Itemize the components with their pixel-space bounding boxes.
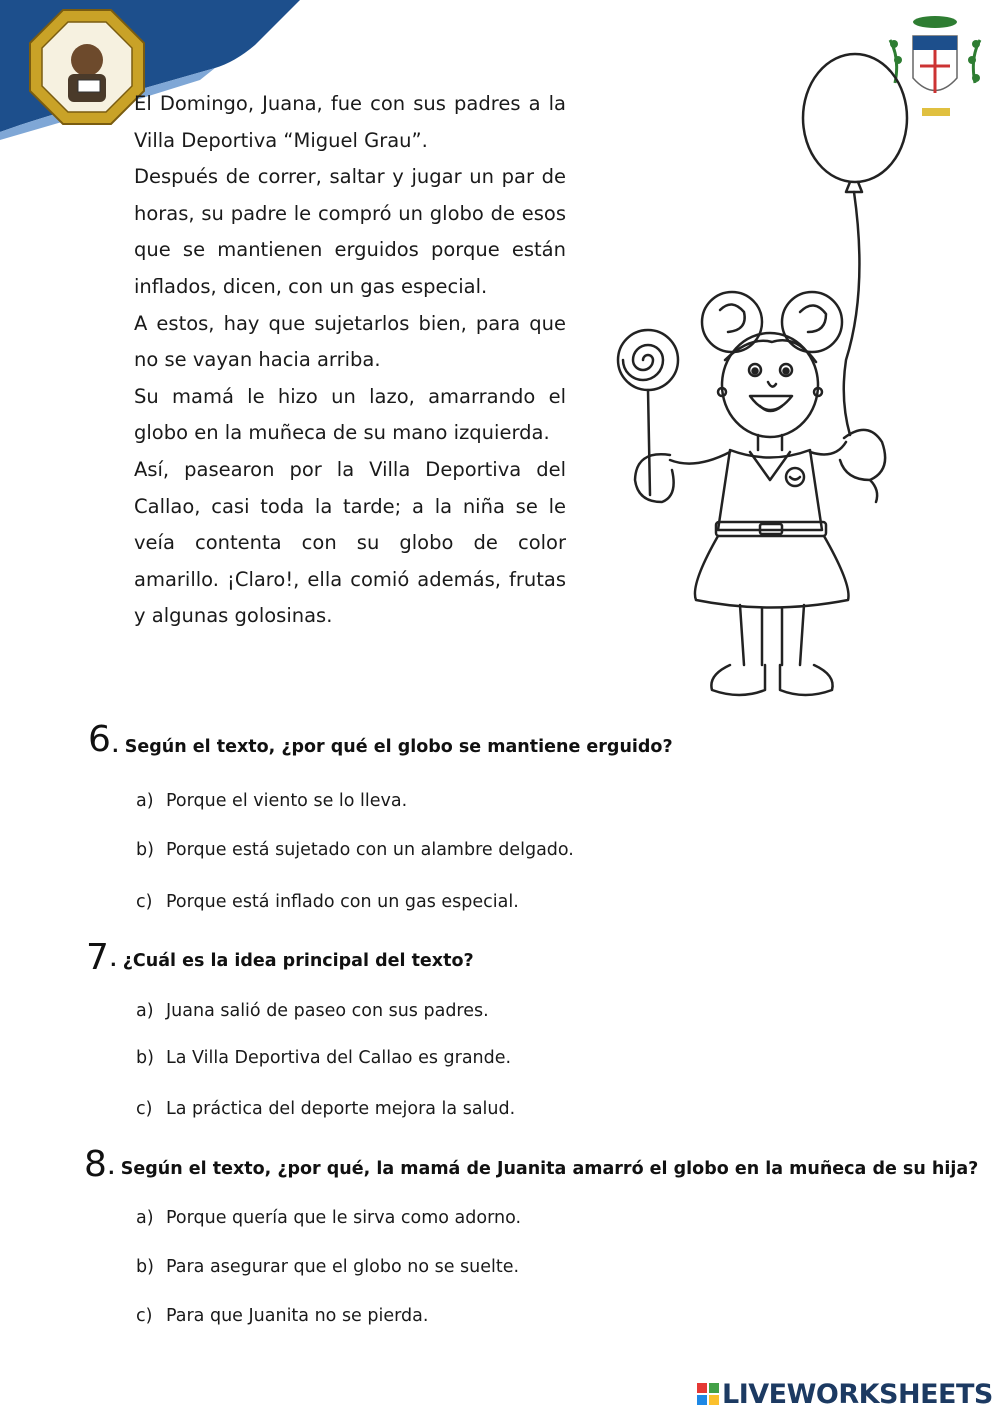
option-text: Para que Juanita no se pierda. [166, 1306, 429, 1326]
answer-option[interactable] [136, 1000, 489, 1022]
answer-option[interactable] [136, 1098, 515, 1120]
option-letter: c) [136, 1306, 153, 1326]
option-text: Para asegurar que el globo no se suelte. [166, 1257, 520, 1277]
question-number: 8 [84, 1144, 107, 1185]
option-text: La práctica del deporte mejora la salud. [166, 1099, 516, 1119]
question-text: . ¿Cuál es la idea principal del texto? [110, 951, 474, 971]
option-letter: c) [136, 1099, 153, 1119]
option-letter: a) [136, 791, 154, 811]
answer-option[interactable] [136, 790, 407, 812]
question-number: 7 [86, 937, 109, 978]
liveworksheets-logo[interactable] [697, 1378, 993, 1410]
answer-option[interactable] [136, 1207, 521, 1229]
answer-option[interactable] [136, 1305, 428, 1327]
story-paragraph: El Domingo, Juana, fue con sus padres a la Villa Deportiva “Miguel Grau”. [134, 92, 566, 152]
answer-option[interactable] [136, 1047, 511, 1069]
answer-option[interactable] [136, 891, 519, 913]
question-text: . Según el texto, ¿por qué el globo se mantiene erguido? [112, 737, 673, 757]
option-text: Juana salió de paseo con sus padres. [166, 1001, 489, 1021]
liveworksheets-badge-icon [697, 1383, 719, 1405]
option-letter: b) [136, 840, 154, 860]
story-paragraph: Su mamá le hizo un lazo, amarrando el globo en la muñeca de su mano izquierda. [134, 384, 566, 445]
option-text: Porque está inflado con un gas especial. [166, 892, 519, 912]
option-letter: c) [136, 892, 153, 912]
question-text: . Según el texto, ¿por qué, la mamá de Juanita amarró el globo en la muñeca de su hija? [108, 1159, 979, 1179]
girl-with-balloon-illustration [600, 40, 930, 710]
answer-option[interactable] [136, 1256, 519, 1278]
option-text: Porque quería que le sirva como adorno. [166, 1208, 522, 1228]
answer-option[interactable] [136, 839, 574, 861]
school-seal-logo [28, 8, 146, 126]
question-number: 6 [88, 719, 111, 760]
option-text: Porque está sujetado con un alambre delgado. [166, 840, 574, 860]
liveworksheets-wordmark: LIVEWORKSHEETS [722, 1378, 993, 1410]
story-paragraph: A estos, hay que sujetarlos bien, para que no se vayan hacia arriba. [134, 311, 566, 372]
option-letter: a) [136, 1208, 154, 1228]
option-letter: b) [136, 1257, 154, 1277]
option-text: Porque el viento se lo lleva. [166, 791, 408, 811]
option-letter: a) [136, 1001, 154, 1021]
option-text: La Villa Deportiva del Callao es grande. [166, 1048, 512, 1068]
option-letter: b) [136, 1048, 154, 1068]
story-paragraph: Después de correr, saltar y jugar un par de horas, su padre le compró un globo de esos que se mantienen erguidos porque están inflados, dicen, con un gas especial. [134, 165, 566, 298]
story-text [134, 86, 566, 635]
story-paragraph: Así, pasearon por la Villa Deportiva del Callao, casi toda la tarde; a la niña se le veía contenta con su globo de color amarillo. ¡Claro!, ella comió además, frutas y algunas golosinas. [134, 457, 566, 628]
